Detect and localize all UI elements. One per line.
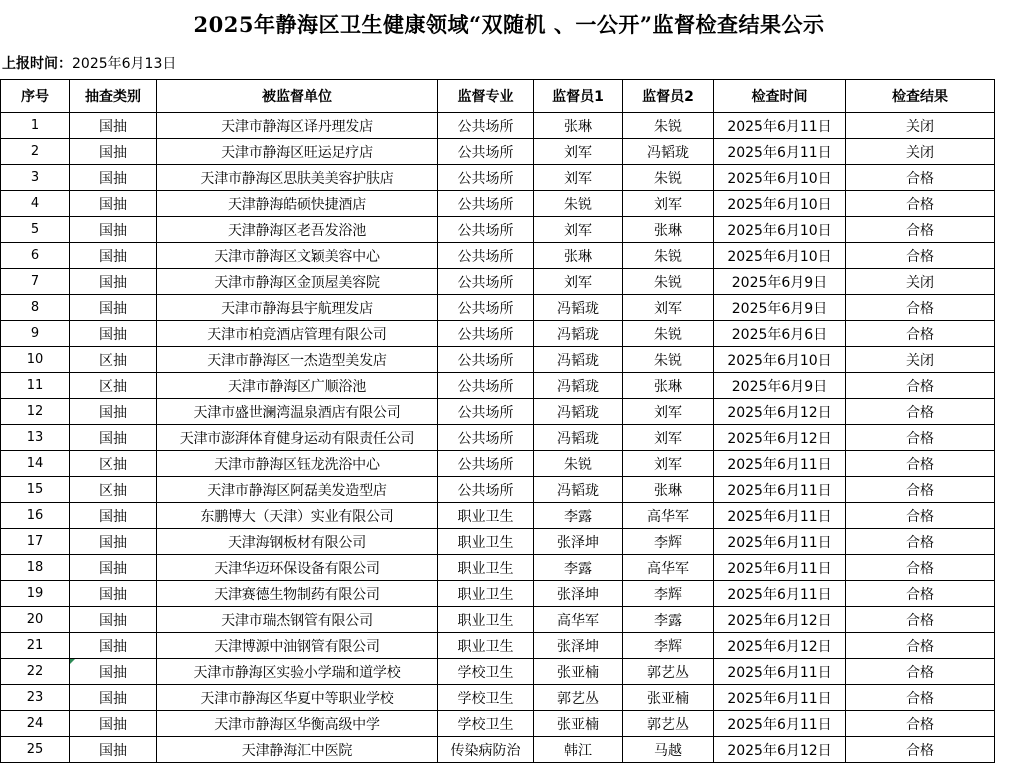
cell-unit[interactable]: 天津市静海区华衡高级中学: [157, 711, 438, 737]
cell-specialty[interactable]: 学校卫生: [438, 685, 534, 711]
cell-category[interactable]: 国抽: [70, 191, 157, 217]
cell-date[interactable]: 2025年6月10日: [714, 347, 846, 373]
cell-specialty[interactable]: 职业卫生: [438, 581, 534, 607]
cell-category[interactable]: 国抽: [70, 243, 157, 269]
cell-category[interactable]: 区抽: [70, 451, 157, 477]
cell-result[interactable]: 合格: [846, 659, 995, 685]
cell-unit[interactable]: 天津市静海县宇航理发店: [157, 295, 438, 321]
cell-unit[interactable]: 天津市静海区金顶屋美容院: [157, 269, 438, 295]
cell-date[interactable]: 2025年6月11日: [714, 529, 846, 555]
cell-inspector-1[interactable]: 冯韬珑: [534, 373, 623, 399]
cell-result[interactable]: 合格: [846, 165, 995, 191]
cell-category[interactable]: 国抽: [70, 165, 157, 191]
cell-date[interactable]: 2025年6月11日: [714, 477, 846, 503]
cell-inspector-1[interactable]: 冯韬珑: [534, 347, 623, 373]
cell-date[interactable]: 2025年6月11日: [714, 711, 846, 737]
cell-unit[interactable]: 天津静海皓硕快捷酒店: [157, 191, 438, 217]
cell-inspector-1[interactable]: 张琳: [534, 113, 623, 139]
cell-result[interactable]: 合格: [846, 373, 995, 399]
table-row: [1, 685, 995, 711]
page-title: 2025年静海区卫生健康领域“双随机 、一公开”监督检查结果公示: [193, 12, 825, 37]
table-row: [1, 425, 995, 451]
cell-result[interactable]: 合格: [846, 425, 995, 451]
cell-inspector-1[interactable]: 张泽坤: [534, 529, 623, 555]
report-time-value: 2025年6月13日: [72, 56, 177, 72]
cell-inspector-1[interactable]: 张亚楠: [534, 659, 623, 685]
cell-inspector-2[interactable]: 朱锐: [623, 321, 714, 347]
table-row: [1, 113, 995, 139]
table-row: [1, 633, 995, 659]
table-header-row: [1, 80, 995, 113]
cell-unit[interactable]: 天津市静海区华夏中等职业学校: [157, 685, 438, 711]
cell-inspector-2[interactable]: 朱锐: [623, 269, 714, 295]
cell-inspector-2[interactable]: 郭艺丛: [623, 659, 714, 685]
cell-specialty[interactable]: 传染病防治: [438, 737, 534, 763]
table-body: [1, 113, 995, 763]
cell-result[interactable]: 合格: [846, 737, 995, 763]
cell-inspector-1[interactable]: 朱锐: [534, 191, 623, 217]
cell-category[interactable]: 国抽: [70, 139, 157, 165]
cell-inspector-1[interactable]: 李露: [534, 503, 623, 529]
table-row: [1, 711, 995, 737]
cell-seq[interactable]: 10: [1, 347, 70, 373]
cell-specialty[interactable]: 学校卫生: [438, 711, 534, 737]
cell-unit[interactable]: 天津市柏竞酒店管理有限公司: [157, 321, 438, 347]
cell-result[interactable]: 合格: [846, 399, 995, 425]
cell-result[interactable]: 合格: [846, 555, 995, 581]
cell-inspector-2[interactable]: 冯韬珑: [623, 139, 714, 165]
cell-result[interactable]: 合格: [846, 685, 995, 711]
cell-category[interactable]: 国抽: [70, 321, 157, 347]
cell-seq[interactable]: 15: [1, 477, 70, 503]
cell-specialty[interactable]: 公共场所: [438, 451, 534, 477]
cell-seq[interactable]: 19: [1, 581, 70, 607]
cell-specialty[interactable]: 公共场所: [438, 165, 534, 191]
table-row: [1, 165, 995, 191]
table-row: [1, 295, 995, 321]
cell-unit[interactable]: 天津市静海区译丹理发店: [157, 113, 438, 139]
cell-result[interactable]: 关闭: [846, 113, 995, 139]
cell-category[interactable]: 国抽: [70, 659, 157, 685]
cell-seq[interactable]: 13: [1, 425, 70, 451]
cell-unit[interactable]: 天津华迈环保设备有限公司: [157, 555, 438, 581]
cell-result[interactable]: 合格: [846, 581, 995, 607]
cell-seq[interactable]: 12: [1, 399, 70, 425]
cell-specialty[interactable]: 公共场所: [438, 321, 534, 347]
cell-specialty[interactable]: 公共场所: [438, 477, 534, 503]
table-row: [1, 373, 995, 399]
cell-result[interactable]: 合格: [846, 633, 995, 659]
cell-inspector-1[interactable]: 刘军: [534, 165, 623, 191]
cell-inspector-2[interactable]: 李露: [623, 607, 714, 633]
cell-unit[interactable]: 天津市静海区旺运足疗店: [157, 139, 438, 165]
cell-inspector-1[interactable]: 李露: [534, 555, 623, 581]
cell-inspector-1[interactable]: 张泽坤: [534, 581, 623, 607]
cell-category[interactable]: 国抽: [70, 113, 157, 139]
cell-unit[interactable]: 天津赛德生物制药有限公司: [157, 581, 438, 607]
cell-seq[interactable]: 4: [1, 191, 70, 217]
cell-seq[interactable]: 7: [1, 269, 70, 295]
cell-category[interactable]: 国抽: [70, 217, 157, 243]
cell-specialty[interactable]: 职业卫生: [438, 607, 534, 633]
cell-inspector-1[interactable]: 朱锐: [534, 451, 623, 477]
cell-date[interactable]: 2025年6月10日: [714, 165, 846, 191]
cell-specialty[interactable]: 公共场所: [438, 399, 534, 425]
cell-inspector-2[interactable]: 郭艺丛: [623, 711, 714, 737]
cell-seq[interactable]: 25: [1, 737, 70, 763]
cell-inspector-2[interactable]: 张琳: [623, 477, 714, 503]
cell-seq[interactable]: 18: [1, 555, 70, 581]
report-time-label: 上报时间：: [2, 56, 72, 72]
cell-category[interactable]: 国抽: [70, 711, 157, 737]
cell-inspector-1[interactable]: 韩江: [534, 737, 623, 763]
cell-date[interactable]: 2025年6月11日: [714, 503, 846, 529]
cell-result[interactable]: 合格: [846, 451, 995, 477]
cell-date[interactable]: 2025年6月12日: [714, 425, 846, 451]
cell-inspector-2[interactable]: 刘军: [623, 295, 714, 321]
cell-inspector-2[interactable]: 刘军: [623, 451, 714, 477]
cell-inspector-1[interactable]: 刘军: [534, 217, 623, 243]
table-row: [1, 581, 995, 607]
cell-inspector-1[interactable]: 刘军: [534, 139, 623, 165]
table-row: [1, 451, 995, 477]
cell-unit[interactable]: 天津市静海区实验小学瑞和道学校: [157, 659, 438, 685]
cell-seq[interactable]: 24: [1, 711, 70, 737]
cell-result[interactable]: 合格: [846, 243, 995, 269]
cell-unit[interactable]: 天津市瑞杰钢管有限公司: [157, 607, 438, 633]
cell-category[interactable]: 国抽: [70, 529, 157, 555]
cell-date[interactable]: 2025年6月9日: [714, 373, 846, 399]
results-table: [0, 79, 995, 763]
header-unit[interactable]: 被监督单位: [157, 80, 438, 113]
table-row: [1, 555, 995, 581]
cell-date[interactable]: 2025年6月10日: [714, 191, 846, 217]
cell-unit[interactable]: 天津市盛世澜湾温泉酒店有限公司: [157, 399, 438, 425]
cell-category[interactable]: 国抽: [70, 269, 157, 295]
cell-category[interactable]: 国抽: [70, 685, 157, 711]
cell-seq[interactable]: 1: [1, 113, 70, 139]
cell-unit[interactable]: 天津市静海区钰龙洗浴中心: [157, 451, 438, 477]
cell-specialty[interactable]: 职业卫生: [438, 529, 534, 555]
cell-seq[interactable]: 17: [1, 529, 70, 555]
cell-unit[interactable]: 天津静海汇中医院: [157, 737, 438, 763]
cell-seq[interactable]: 14: [1, 451, 70, 477]
cell-inspector-1[interactable]: 张亚楠: [534, 711, 623, 737]
table-row: [1, 243, 995, 269]
cell-seq[interactable]: 2: [1, 139, 70, 165]
cell-specialty[interactable]: 公共场所: [438, 243, 534, 269]
header-date[interactable]: 检查时间: [714, 80, 846, 113]
cell-category[interactable]: 区抽: [70, 477, 157, 503]
table-row: [1, 191, 995, 217]
cell-result[interactable]: 合格: [846, 191, 995, 217]
cell-specialty[interactable]: 职业卫生: [438, 633, 534, 659]
cell-specialty[interactable]: 公共场所: [438, 373, 534, 399]
cell-seq[interactable]: 8: [1, 295, 70, 321]
cell-date[interactable]: 2025年6月12日: [714, 633, 846, 659]
cell-date[interactable]: 2025年6月11日: [714, 685, 846, 711]
cell-inspector-1[interactable]: 郭艺丛: [534, 685, 623, 711]
cell-specialty[interactable]: 职业卫生: [438, 503, 534, 529]
cell-date[interactable]: 2025年6月12日: [714, 399, 846, 425]
cell-result[interactable]: 合格: [846, 477, 995, 503]
header-inspector-2[interactable]: 监督员2: [623, 80, 714, 113]
cell-seq[interactable]: 5: [1, 217, 70, 243]
cell-result[interactable]: 合格: [846, 529, 995, 555]
cell-specialty[interactable]: 职业卫生: [438, 555, 534, 581]
cell-inspector-2[interactable]: 高华军: [623, 555, 714, 581]
cell-seq[interactable]: 6: [1, 243, 70, 269]
cell-date[interactable]: 2025年6月11日: [714, 581, 846, 607]
cell-inspector-2[interactable]: 高华军: [623, 503, 714, 529]
cell-inspector-1[interactable]: 冯韬珑: [534, 425, 623, 451]
cell-specialty[interactable]: 公共场所: [438, 191, 534, 217]
cell-seq[interactable]: 9: [1, 321, 70, 347]
cell-inspector-2[interactable]: 张琳: [623, 373, 714, 399]
cell-result[interactable]: 关闭: [846, 347, 995, 373]
cell-category[interactable]: 国抽: [70, 425, 157, 451]
table-row: [1, 529, 995, 555]
cell-inspector-1[interactable]: 高华军: [534, 607, 623, 633]
cell-inspector-2[interactable]: 马越: [623, 737, 714, 763]
cell-result[interactable]: 关闭: [846, 139, 995, 165]
cell-specialty[interactable]: 公共场所: [438, 139, 534, 165]
cell-specialty[interactable]: 公共场所: [438, 269, 534, 295]
header-inspector-1[interactable]: 监督员1: [534, 80, 623, 113]
table-row: [1, 399, 995, 425]
cell-inspector-2[interactable]: 李辉: [623, 633, 714, 659]
header-result[interactable]: 检查结果: [846, 80, 995, 113]
table-row: [1, 503, 995, 529]
cell-inspector-2[interactable]: 朱锐: [623, 165, 714, 191]
cell-category[interactable]: 区抽: [70, 373, 157, 399]
cell-seq[interactable]: 23: [1, 685, 70, 711]
table-row: [1, 737, 995, 763]
cell-date[interactable]: 2025年6月12日: [714, 607, 846, 633]
cell-date[interactable]: 2025年6月11日: [714, 451, 846, 477]
cell-result[interactable]: 合格: [846, 295, 995, 321]
cell-unit[interactable]: 天津市静海区广顺浴池: [157, 373, 438, 399]
cell-inspector-1[interactable]: 张琳: [534, 243, 623, 269]
cell-result[interactable]: 合格: [846, 607, 995, 633]
cell-date[interactable]: 2025年6月11日: [714, 555, 846, 581]
table-row: [1, 217, 995, 243]
cell-category[interactable]: 国抽: [70, 399, 157, 425]
cell-date[interactable]: 2025年6月10日: [714, 217, 846, 243]
cell-date[interactable]: 2025年6月11日: [714, 139, 846, 165]
report-time: [2, 50, 176, 76]
cell-category[interactable]: 国抽: [70, 633, 157, 659]
header-category[interactable]: 抽查类别: [70, 80, 157, 113]
cell-category[interactable]: 国抽: [70, 581, 157, 607]
cell-unit[interactable]: 天津市静海区文颖美容中心: [157, 243, 438, 269]
cell-result[interactable]: 合格: [846, 321, 995, 347]
cell-date[interactable]: 2025年6月11日: [714, 113, 846, 139]
cell-inspector-1[interactable]: 冯韬珑: [534, 321, 623, 347]
cell-seq[interactable]: 3: [1, 165, 70, 191]
header-seq[interactable]: 序号: [1, 80, 70, 113]
cell-specialty[interactable]: 公共场所: [438, 425, 534, 451]
cell-specialty[interactable]: 公共场所: [438, 217, 534, 243]
cell-category[interactable]: 区抽: [70, 347, 157, 373]
cell-seq[interactable]: 16: [1, 503, 70, 529]
cell-inspector-2[interactable]: 刘军: [623, 191, 714, 217]
table-row: [1, 321, 995, 347]
cell-inspector-2[interactable]: 刘军: [623, 425, 714, 451]
cell-unit[interactable]: 天津静海区老吾发浴池: [157, 217, 438, 243]
cell-seq[interactable]: 20: [1, 607, 70, 633]
cell-date[interactable]: 2025年6月11日: [714, 659, 846, 685]
cell-category[interactable]: 国抽: [70, 295, 157, 321]
header-specialty[interactable]: 监督专业: [438, 80, 534, 113]
cell-inspector-2[interactable]: 刘军: [623, 399, 714, 425]
cell-date[interactable]: 2025年6月12日: [714, 737, 846, 763]
cell-date[interactable]: 2025年6月6日: [714, 321, 846, 347]
cell-seq[interactable]: 11: [1, 373, 70, 399]
cell-result[interactable]: 关闭: [846, 269, 995, 295]
cell-inspector-2[interactable]: 李辉: [623, 529, 714, 555]
cell-inspector-1[interactable]: 冯韬珑: [534, 477, 623, 503]
cell-result[interactable]: 合格: [846, 503, 995, 529]
cell-inspector-1[interactable]: 冯韬珑: [534, 295, 623, 321]
cell-inspector-1[interactable]: 刘军: [534, 269, 623, 295]
cell-specialty[interactable]: 公共场所: [438, 347, 534, 373]
cell-seq[interactable]: 22: [1, 659, 70, 685]
cell-inspector-2[interactable]: 张亚楠: [623, 685, 714, 711]
table-row: [1, 477, 995, 503]
table-row: [1, 659, 995, 685]
cell-date[interactable]: 2025年6月9日: [714, 269, 846, 295]
cell-seq[interactable]: 21: [1, 633, 70, 659]
cell-inspector-1[interactable]: 张泽坤: [534, 633, 623, 659]
table-row: [1, 347, 995, 373]
cell-inspector-2[interactable]: 张琳: [623, 217, 714, 243]
cell-inspector-2[interactable]: 李辉: [623, 581, 714, 607]
cell-date[interactable]: 2025年6月10日: [714, 243, 846, 269]
cell-specialty[interactable]: 公共场所: [438, 295, 534, 321]
table-row: [1, 269, 995, 295]
cell-unit[interactable]: 天津市静海区阿磊美发造型店: [157, 477, 438, 503]
cell-unit[interactable]: 天津海钢板材有限公司: [157, 529, 438, 555]
cell-category[interactable]: 国抽: [70, 737, 157, 763]
cell-unit[interactable]: 天津市静海区一杰造型美发店: [157, 347, 438, 373]
cell-unit[interactable]: 天津市澎湃体育健身运动有限责任公司: [157, 425, 438, 451]
cell-inspector-2[interactable]: 朱锐: [623, 113, 714, 139]
cell-category[interactable]: 国抽: [70, 555, 157, 581]
table-row: [1, 607, 995, 633]
cell-specialty[interactable]: 公共场所: [438, 113, 534, 139]
cell-date[interactable]: 2025年6月9日: [714, 295, 846, 321]
cell-result[interactable]: 合格: [846, 711, 995, 737]
cell-category[interactable]: 国抽: [70, 607, 157, 633]
cell-inspector-2[interactable]: 朱锐: [623, 347, 714, 373]
cell-result[interactable]: 合格: [846, 217, 995, 243]
cell-unit[interactable]: 东鹏博大（天津）实业有限公司: [157, 503, 438, 529]
cell-inspector-1[interactable]: 冯韬珑: [534, 399, 623, 425]
cell-inspector-2[interactable]: 朱锐: [623, 243, 714, 269]
table-row: [1, 139, 995, 165]
cell-specialty[interactable]: 学校卫生: [438, 659, 534, 685]
cell-unit[interactable]: 天津博源中油钢管有限公司: [157, 633, 438, 659]
cell-category[interactable]: 国抽: [70, 503, 157, 529]
cell-unit[interactable]: 天津市静海区思肤美美容护肤店: [157, 165, 438, 191]
